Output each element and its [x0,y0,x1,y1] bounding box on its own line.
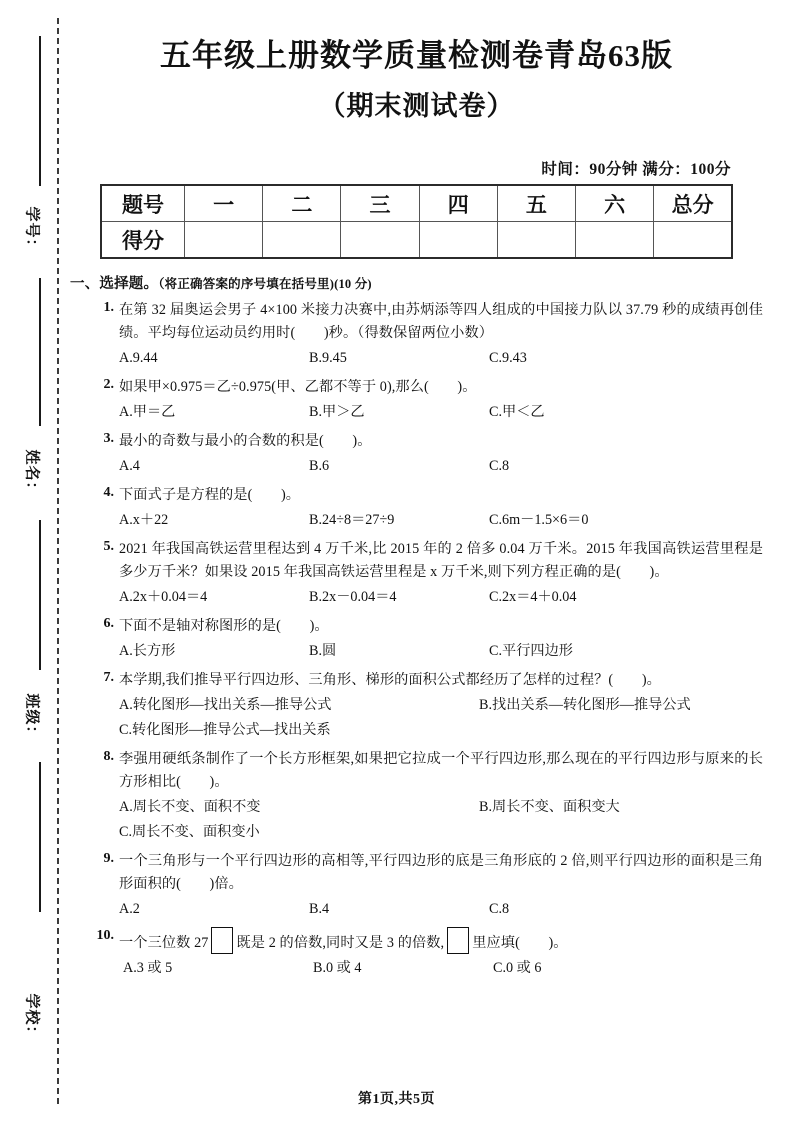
question-item-4 [70,484,763,532]
page-title: 五年级上册数学质量检测卷青岛63版 [160,38,673,73]
option-6b[interactable]: B.圆 [309,643,337,660]
option-10b[interactable]: B.0 或 4 [313,960,362,977]
exam-meta-info: 时间：90分钟 满分：100分 [541,161,731,179]
score-table-col-4: 四 [419,185,497,222]
option-2c[interactable]: C.甲＜乙 [489,404,545,421]
score-table-wrapper [70,184,763,259]
option-3c[interactable]: C.8 [489,458,510,475]
option-7b[interactable]: B.找出关系—转化图形—推导公式 [479,697,691,714]
question-number-2: 2. [103,377,114,393]
option-row-3 [119,455,763,478]
score-cell-6[interactable] [576,222,654,259]
question-number-7: 7. [103,670,114,686]
option-row-8b [119,821,763,844]
margin-solid-line-3 [39,520,41,670]
question-item-7 [70,669,763,742]
option-row-10 [119,957,763,980]
question-item-1 [70,299,763,370]
question-text-10 [119,927,763,955]
question-text-9: 一个三角形与一个平行四边形的高相等,平行四边形的底是三角形底的 2 倍,则平行四边形的面积是三角形面积的( )倍。 [119,853,763,893]
section-heading-note: （将正确答案的序号填在括号里)(10 分) [158,277,372,292]
blank-box-2[interactable] [447,927,469,954]
question-text-4: 下面式子是方程的是( )。 [119,487,301,504]
score-table-col-total: 总分 [654,185,732,222]
score-table-col-3: 三 [341,185,419,222]
option-4b[interactable]: B.24÷8＝27÷9 [309,512,395,529]
question-number-6: 6. [103,616,114,632]
question-number-9: 9. [103,851,114,867]
question-text-7: 本学期,我们推导平行四边形、三角形、梯形的面积公式都经历了怎样的过程？( )。 [119,672,661,689]
question-text-2: 如果甲×0.975＝乙÷0.975(甲、乙都不等于 0),那么( )。 [119,379,477,396]
option-7a[interactable]: A.转化图形—找出关系—推导公式 [119,697,332,714]
question-text-1: 在第 32 届奥运会男子 4×100 米接力决赛中,由苏炳添等四人组成的中国接力队以 37.79 秒的成绩再创佳绩。平均每位运动员约用时( )秒。（得数保留两位小数） [119,302,763,342]
option-8c[interactable]: C.周长不变、面积变小 [119,824,260,841]
option-1b[interactable]: B.9.45 [309,350,347,367]
option-row-7a [119,694,763,717]
margin-label-student-id: 学号： [23,206,40,255]
margin-solid-line-1 [39,36,41,186]
option-row-6 [119,640,763,663]
exam-page [70,0,763,980]
margin-label-class: 班级： [23,693,40,742]
option-3b[interactable]: B.6 [309,458,330,475]
option-1c[interactable]: C.9.43 [489,350,527,367]
question-text-5: 2021 年我国高铁运营里程达到 4 万千米,比 2015 年的 2 倍多 0.04 万千米。2015 年我国高铁运营里程是多少万千米？如果设 2015 年我国高铁运营里程是 x 万千米,则下列方程正确的是( )。 [119,541,763,581]
score-table-col-5: 五 [497,185,575,222]
question-number-3: 3. [103,431,114,447]
margin-label-name: 姓名： [23,449,40,498]
question-number-5: 5. [103,539,114,555]
option-2b[interactable]: B.甲＞乙 [309,404,365,421]
question-list [70,299,763,980]
question-item-6 [70,615,763,663]
score-table-col-6: 六 [576,185,654,222]
margin-solid-line-2 [39,278,41,426]
table-row-scores [101,222,732,259]
option-9a[interactable]: A.2 [119,901,140,918]
question-item-10 [70,927,763,980]
option-7c[interactable]: C.转化图形—推导公式—找出关系 [119,722,331,739]
option-4c[interactable]: C.6m－1.5×6＝0 [489,512,589,529]
table-row-header [101,185,732,222]
option-10c[interactable]: C.0 或 6 [493,960,542,977]
score-table-row-label-1: 题号 [101,185,185,222]
option-row-7b [119,719,763,742]
option-8a[interactable]: A.周长不变、面积不变 [119,799,261,816]
question-10-part-2: 既是 2 的倍数,同时又是 3 的倍数, [236,935,445,952]
option-6a[interactable]: A.长方形 [119,643,176,660]
option-row-2 [119,401,763,424]
page-footer: 第1页,共5页 [358,1092,435,1107]
question-text-6: 下面不是轴对称图形的是( )。 [119,618,329,635]
score-cell-total[interactable] [654,222,732,259]
question-item-2 [70,376,763,424]
question-item-5 [70,538,763,609]
option-8b[interactable]: B.周长不变、面积变大 [479,799,620,816]
score-cell-1[interactable] [185,222,263,259]
score-table-col-2: 二 [263,185,341,222]
question-number-1: 1. [103,300,114,316]
option-row-1 [119,347,763,370]
option-6c[interactable]: C.平行四边形 [489,643,573,660]
section-heading-choice [70,272,763,293]
option-2a[interactable]: A.甲＝乙 [119,404,176,421]
question-10-part-3: 里应填( )。 [472,935,568,952]
score-cell-5[interactable] [497,222,575,259]
option-9c[interactable]: C.8 [489,901,510,918]
page-subtitle: （期末测试卷） [318,91,515,122]
question-number-8: 8. [103,749,114,765]
option-5c[interactable]: C.2x＝4＋0.04 [489,589,577,606]
score-cell-2[interactable] [263,222,341,259]
margin-label-school: 学校： [23,993,40,1042]
option-5a[interactable]: A.2x＋0.04＝4 [119,589,208,606]
option-1a[interactable]: A.9.44 [119,350,158,367]
question-item-8 [70,748,763,844]
question-number-10: 10. [96,928,114,944]
option-4a[interactable]: A.x＋22 [119,512,169,529]
blank-box-1[interactable] [211,927,233,954]
score-table-row-label-2: 得分 [101,222,185,259]
question-item-9 [70,850,763,921]
question-item-3 [70,430,763,478]
score-table [100,184,733,259]
option-row-4 [119,509,763,532]
section-heading-main: 一、选择题。 [70,276,159,293]
option-5b[interactable]: B.2x－0.04＝4 [309,589,397,606]
option-row-8a [119,796,763,819]
margin-dashed-line [57,18,59,1104]
option-row-5 [119,586,763,609]
option-10a[interactable]: A.3 或 5 [123,960,173,977]
option-3a[interactable]: A.4 [119,458,140,475]
question-number-4: 4. [103,485,114,501]
question-text-8: 李强用硬纸条制作了一个长方形框架,如果把它拉成一个平行四边形,那么现在的平行四边形与原来的长方形相比( )。 [119,751,763,791]
option-9b[interactable]: B.4 [309,901,330,918]
question-text-3: 最小的奇数与最小的合数的积是( )。 [119,433,372,450]
option-row-9 [119,898,763,921]
question-10-part-1: 一个三位数 27 [119,935,209,952]
score-cell-3[interactable] [341,222,419,259]
score-cell-4[interactable] [419,222,497,259]
margin-solid-line-4 [39,762,41,912]
score-table-col-1: 一 [185,185,263,222]
